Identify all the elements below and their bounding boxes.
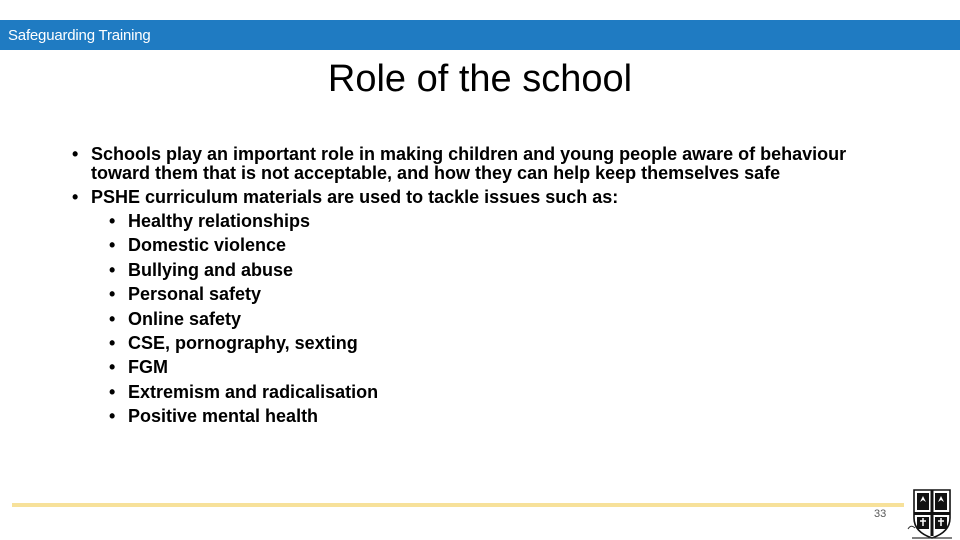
header-bar <box>0 20 960 50</box>
sub-bullet-item: • Domestic violence <box>109 236 872 255</box>
bullet-list <box>72 145 872 432</box>
sub-bullet-item: • Healthy relationships <box>109 212 872 231</box>
sub-bullet-item: • Online safety <box>109 310 872 329</box>
sub-bullet-list <box>72 212 872 426</box>
sub-bullet-item: • CSE, pornography, sexting <box>109 334 872 353</box>
sub-bullet-item: • Bullying and abuse <box>109 261 872 280</box>
header-label: Safeguarding Training <box>8 27 151 44</box>
school-crest-icon <box>906 488 956 540</box>
sub-bullet-item: • Extremism and radicalisation <box>109 383 872 402</box>
footer-rule <box>12 503 904 507</box>
bullet-item <box>72 145 872 183</box>
slide-title: Role of the school <box>327 58 633 100</box>
bullet-text: Schools play an important role in making children and young people aware of behaviour toward them that is not acceptable, and how they can help keep themselves safe <box>91 144 847 183</box>
sub-bullet-item: • FGM <box>109 358 872 377</box>
bullet-text: PSHE curriculum materials are used to tackle issues such as: <box>91 187 619 207</box>
sub-bullet-item: • Positive mental health <box>109 407 872 426</box>
bullet-item <box>72 188 872 207</box>
page-number: 33 <box>874 508 887 520</box>
sub-bullet-item: • Personal safety <box>109 285 872 304</box>
